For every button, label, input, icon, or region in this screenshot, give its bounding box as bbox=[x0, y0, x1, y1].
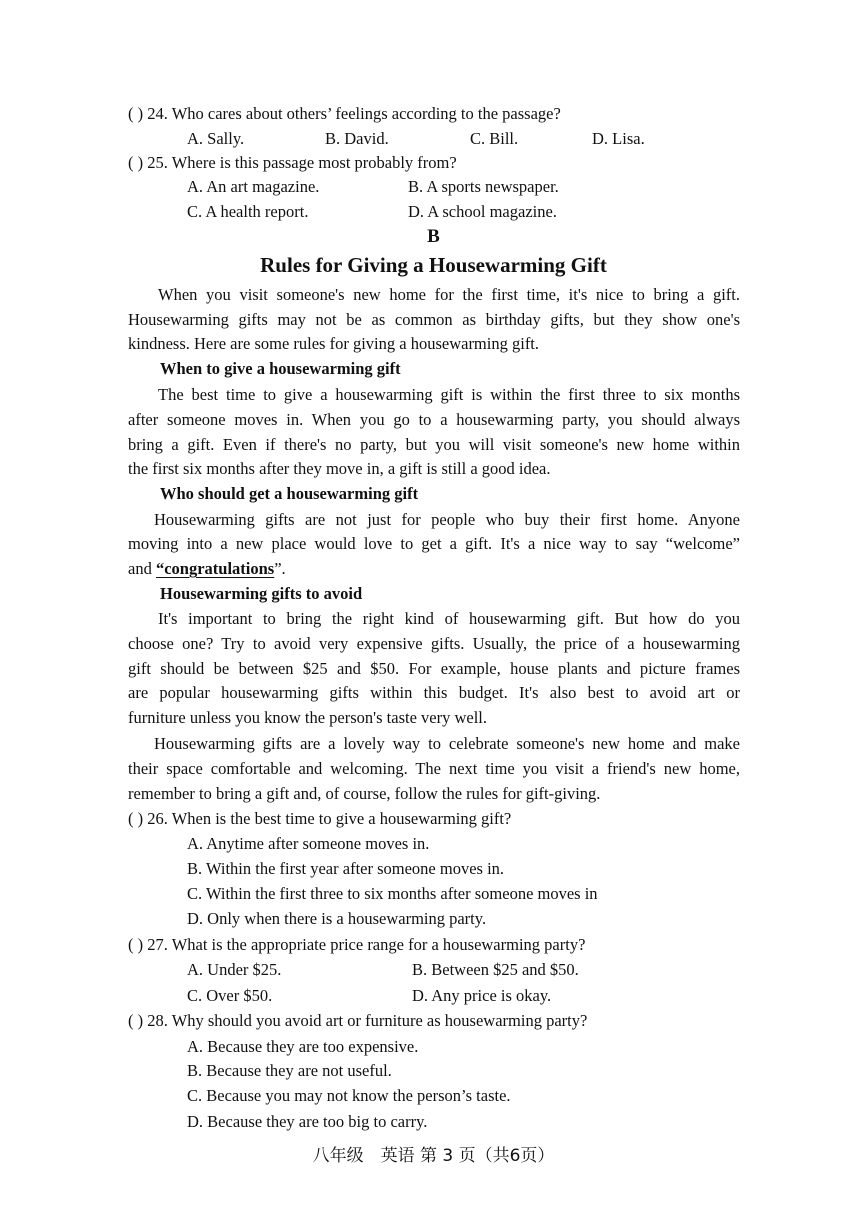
intro-line-1: When you visit someone's new home for the first time, it's nice to bring a gift. bbox=[158, 285, 740, 304]
page-footer: 八年级 英语 第 3 页（共6页） bbox=[312, 1146, 555, 1166]
q25-option-d: D. A school magazine. bbox=[408, 202, 557, 221]
q24-option-d: D. Lisa. bbox=[592, 129, 645, 148]
q28-option-a: A. Because they are too expensive. bbox=[187, 1037, 419, 1056]
p4-line-3: remember to bring a gift and, of course, follow the rules for gift-giving. bbox=[128, 784, 601, 803]
q28-option-c: C. Because you may not know the person’s taste. bbox=[187, 1086, 511, 1105]
p2-line-1: Housewarming gifts are not just for people who buy their first home. Anyone bbox=[154, 510, 740, 529]
passage-title: Rules for Giving a Housewarming Gift bbox=[260, 253, 607, 277]
question-26-stem: ( ) 26. When is the best time to give a housewarming gift? bbox=[128, 809, 512, 828]
q25-option-a: A. An art magazine. bbox=[187, 177, 320, 196]
p3-line-4: are popular housewarming gifts within this budget. It's also best to avoid art or bbox=[128, 683, 740, 702]
p3-line-1: It's important to bring the right kind of housewarming gift. But how do you bbox=[158, 609, 740, 628]
q24-option-c: C. Bill. bbox=[470, 129, 519, 148]
question-28-stem: ( ) 28. Why should you avoid art or furniture as housewarming party? bbox=[128, 1011, 588, 1030]
question-25-stem: ( ) 25. Where is this passage most probably from? bbox=[128, 153, 457, 172]
question-27-stem: ( ) 27. What is the appropriate price range for a housewarming party? bbox=[128, 935, 586, 954]
question-24-stem: ( ) 24. Who cares about others’ feelings according to the passage? bbox=[128, 104, 561, 123]
subheading-when: When to give a housewarming gift bbox=[160, 359, 401, 378]
q24-option-a: A. Sally. bbox=[187, 129, 245, 148]
intro-line-3: kindness. Here are some rules for giving a housewarming gift. bbox=[128, 334, 540, 353]
p2-line-3 bbox=[128, 558, 740, 580]
q26-option-c: C. Within the first three to six months after someone moves in bbox=[187, 884, 598, 903]
q27-option-a: A. Under $25. bbox=[187, 960, 282, 979]
section-letter: B bbox=[427, 226, 440, 247]
q25-option-b: B. A sports newspaper. bbox=[408, 177, 559, 196]
p1-line-2: after someone moves in. When you go to a housewarming party, you should always bbox=[128, 410, 740, 429]
p2-line-2: moving into a new place would love to get a gift. It's a nice way to say “welcome” bbox=[128, 534, 740, 553]
p4-line-1: Housewarming gifts are a lovely way to celebrate someone's new home and make bbox=[154, 734, 740, 753]
subheading-who: Who should get a housewarming gift bbox=[160, 484, 419, 503]
p3-line-3: gift should be between $25 and $50. For example, house plants and picture frames bbox=[128, 659, 740, 678]
p1-line-3: bring a gift. Even if there's no party, but you will visit someone's new home within bbox=[128, 435, 740, 454]
q27-option-c: C. Over $50. bbox=[187, 986, 273, 1005]
underlined-word-congratulations: “congratulations bbox=[155, 559, 275, 578]
p3-line-5: furniture unless you know the person's taste very well. bbox=[128, 708, 488, 727]
p1-line-4: the first six months after they move in, a gift is still a good idea. bbox=[128, 459, 551, 478]
q28-option-d: D. Because they are too big to carry. bbox=[187, 1112, 428, 1131]
subheading-avoid: Housewarming gifts to avoid bbox=[160, 584, 363, 603]
q26-option-d: D. Only when there is a housewarming party. bbox=[187, 909, 487, 928]
p1-line-1: The best time to give a housewarming gift is within the first three to six months bbox=[158, 385, 740, 404]
p4-line-2: their space comfortable and welcoming. The next time you visit a friend's new home, bbox=[128, 759, 740, 778]
q28-option-b: B. Because they are not useful. bbox=[187, 1061, 392, 1080]
intro-line-2: Housewarming gifts may not be as common as birthday gifts, but they show one's bbox=[128, 310, 740, 329]
q27-option-b: B. Between $25 and $50. bbox=[412, 960, 579, 979]
q26-option-b: B. Within the first year after someone moves in. bbox=[187, 859, 505, 878]
q26-option-a: A. Anytime after someone moves in. bbox=[187, 834, 430, 853]
q27-option-d: D. Any price is okay. bbox=[412, 986, 552, 1005]
p2-line-3-pre: and bbox=[128, 559, 156, 578]
q24-option-b: B. David. bbox=[325, 129, 389, 148]
q25-option-c: C. A health report. bbox=[187, 202, 309, 221]
p3-line-2: choose one? Try to avoid very expensive gifts. Usually, the price of a housewarming bbox=[128, 634, 740, 653]
p2-line-3-post: ”. bbox=[274, 559, 286, 578]
